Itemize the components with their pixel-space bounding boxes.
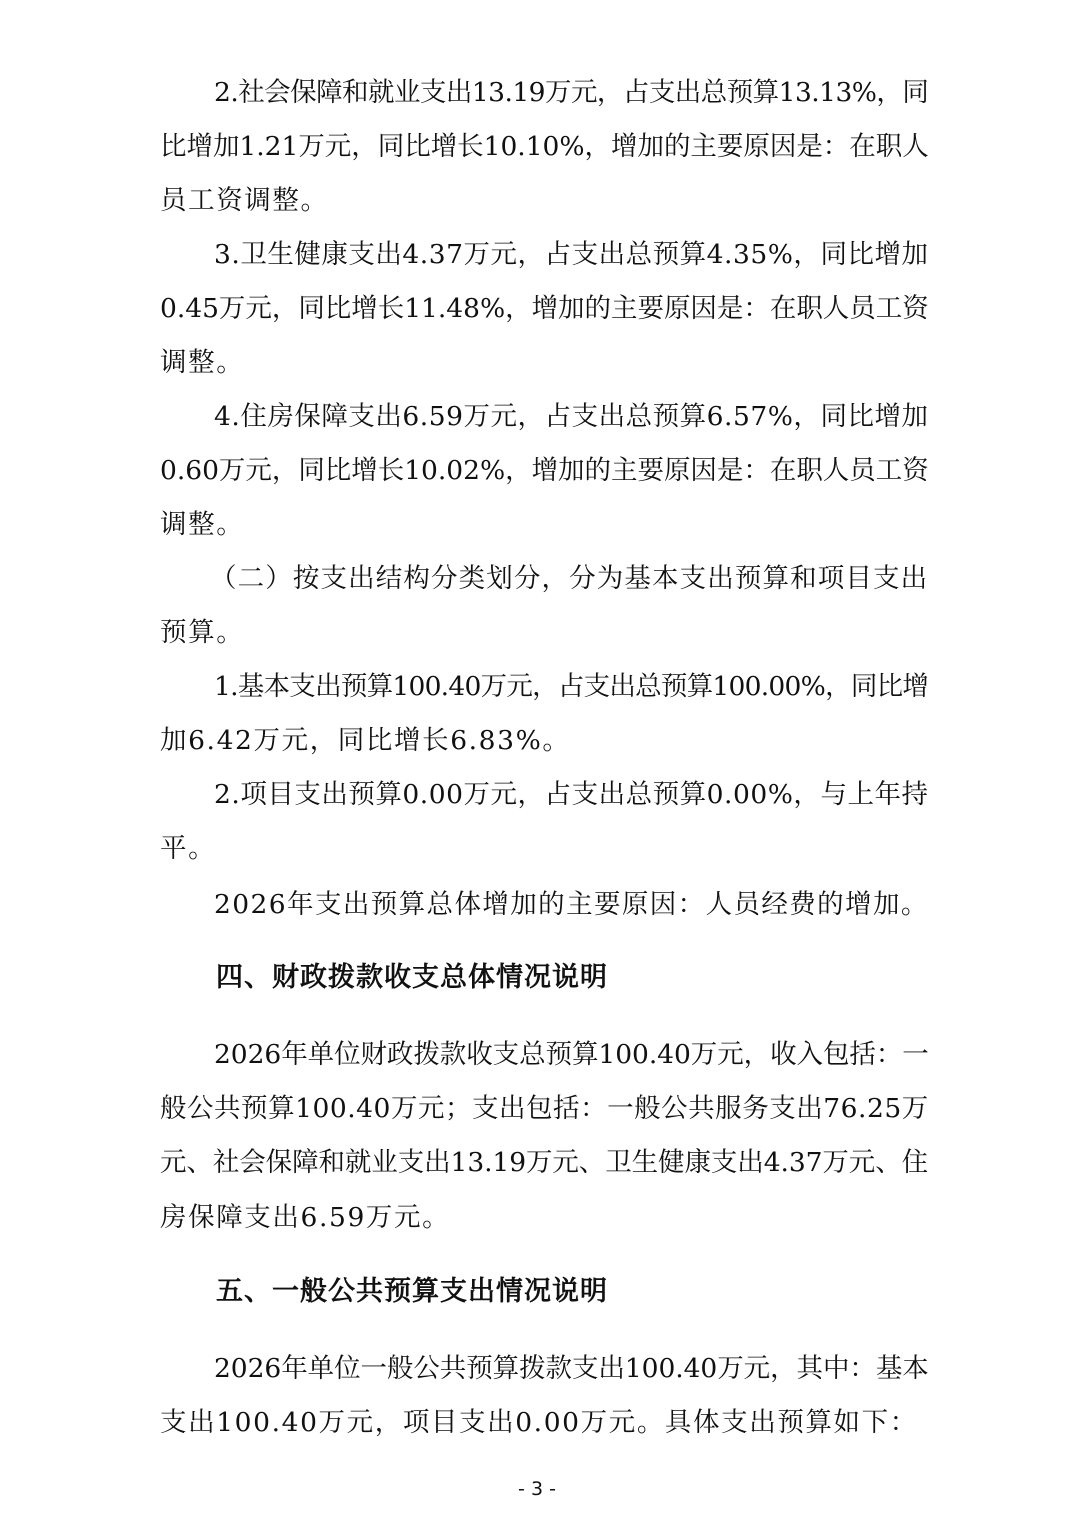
text-line: （二）按支出结构分类划分，分为基本支出预算和项目支出: [210, 563, 929, 594]
page-number: - 3 -: [518, 1478, 556, 1500]
section-heading-general-budget: 五、一般公共预算支出情况说明: [216, 1276, 608, 1307]
paragraph-overall-increase: [160, 878, 930, 932]
text-line: 加6.42万元，同比增长6.83%。: [160, 725, 571, 757]
text-line: 2026年支出预算总体增加的主要原因：人员经费的增加。: [214, 889, 929, 920]
paragraph-housing: [160, 390, 930, 553]
text-line: 2026年单位财政拨款收支总预算100.40万元，收入包括：一: [214, 1039, 929, 1070]
text-line: 调整。: [160, 347, 245, 379]
text-line: 4.住房保障支出6.59万元，占支出总预算6.57%，同比增加: [214, 401, 929, 432]
paragraph-general-budget: [160, 1342, 930, 1450]
paragraph-project-expenditure: [160, 768, 930, 876]
paragraph-social-security: [160, 66, 930, 229]
text-line: 0.45万元，同比增长11.48%，增加的主要原因是：在职人员工资: [160, 293, 929, 325]
text-line: 2026年单位一般公共预算拨款支出100.40万元，其中：基本: [214, 1353, 929, 1384]
paragraph-fiscal-overview: [160, 1028, 930, 1245]
text-line: 1.基本支出预算100.40万元，占支出总预算100.00%，同比增: [214, 671, 929, 702]
text-line: 比增加1.21万元，同比增长10.10%，增加的主要原因是：在职人: [160, 131, 929, 163]
section-heading-fiscal-overview: 四、财政拨款收支总体情况说明: [216, 962, 608, 993]
text-line: 元、社会保障和就业支出13.19万元、卫生健康支出4.37万元、住: [160, 1147, 929, 1179]
text-line: 支出100.40万元，项目支出0.00万元。具体支出预算如下：: [160, 1407, 918, 1439]
text-line: 2.项目支出预算0.00万元，占支出总预算0.00%，与上年持: [214, 779, 929, 810]
text-line: 平。: [160, 833, 217, 865]
paragraph-health: [160, 228, 930, 391]
paragraph-basic-expenditure: [160, 660, 930, 768]
text-line: 2.社会保障和就业支出13.19万元，占支出总预算13.13%，同: [214, 77, 929, 108]
text-line: 预算。: [160, 617, 245, 649]
text-line: 3.卫生健康支出4.37万元，占支出总预算4.35%，同比增加: [214, 239, 929, 270]
text-line: 0.60万元，同比增长10.02%，增加的主要原因是：在职人员工资: [160, 455, 929, 487]
text-line: 员工资调整。: [160, 185, 329, 217]
paragraph-structure-classification: [160, 552, 930, 660]
text-line: 般公共预算100.40万元；支出包括：一般公共服务支出76.25万: [160, 1093, 929, 1125]
text-line: 房保障支出6.59万元。: [160, 1201, 451, 1233]
text-line: 调整。: [160, 509, 245, 541]
